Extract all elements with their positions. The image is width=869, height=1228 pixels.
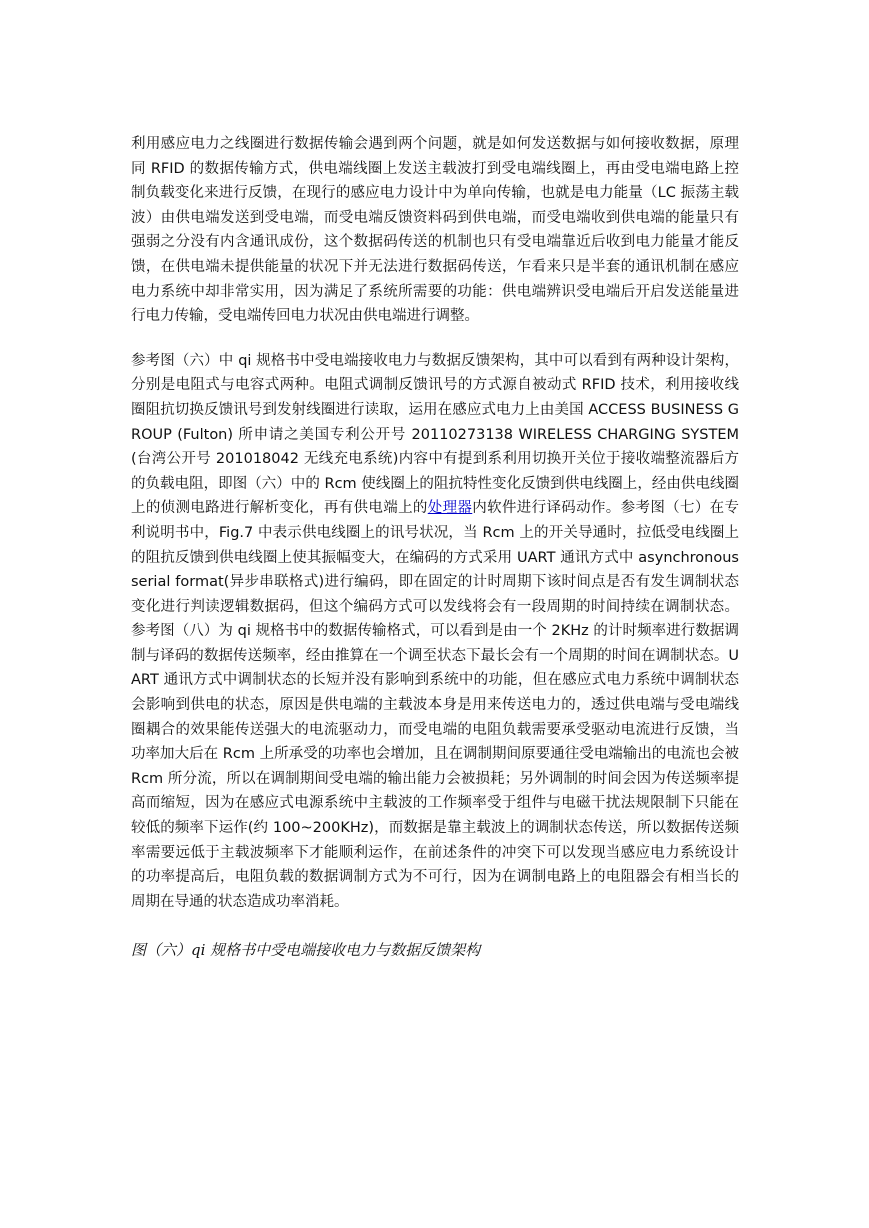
paragraph-text-after-link: 内软件进行译码动作。参考图（七）在专利说明书中，Fig.7 中表示供电线圈上的讯号状况，当 Rcm 上的开关导通时，拉低受电线圈上的阻抗反馈到供电线圈上使其振幅变大，在编码的方式采用 UART 通讯方式中 asynchronous serial format(异步串联格式)进行编码，即在固定的计时周期下该时间点是否有发生调制状态变化进行判读逻辑数据码，但这个编码方式可以发线将会有一段周期的时间持续在调制状态。参考图（八）为 qi 规格书中的数据传输格式，可以看到是由一个 2KHz 的计时频率进行数据调制与译码的数据传送频率，经由推算在一个调至状态下最长会有一个周期的时间在调制状态。UART 通讯方式中调制状态的长短并没有影响到系统中的功能，但在感应式电力系统中调制状态会影响到供电的状态，原因是供电端的主载波本身是用来传送电力的，透过供电端与受电端线圈耦合的效果能传送强大的电流驱动力，而受电端的电阻负载需要承受驱动电流进行反馈，当功率加大后在 Rcm 上所承受的功率也会增加，且在调制期间原要通往受电端输出的电流也会被 Rcm 所分流，所以在调制期间受电端的输出能力会被损耗；另外调制的时间会因为传送频率提高而缩短，因为在感应式电源系统中主载波的工作频率受于组件与电磁干扰法规限制下只能在较低的频率下运作(约 100~200KHz)，而数据是靠主载波上的调制状态传送，所以数据传送频率需要远低于主载波频率下才能顺利运作，在前述条件的冲突下可以发现当感应电力系统设计的功率提高后，电阻负载的数据调制方式为不可行，因为在调制电路上的电阻器会有相当长的周期在导通的状态造成功率消耗。 (131, 500, 740, 910)
paragraph-data-transmission-intro (131, 132, 739, 329)
processor-link[interactable]: 处理器 (427, 500, 473, 517)
paragraph-text: 利用感应电力之线圈进行数据传输会遇到两个问题，就是如何发送数据与如何接收数据，原理同 RFID 的数据传输方式，供电端线圈上发送主载波打到受电端线圈上，再由受电端电路上控制负载变化来进行反馈，在现行的感应电力设计中为单向传输，也就是电力能量（LC 振荡主载波）由供电端发送到受电端，而受电端反馈资料码到供电端，而受电端收到供电端的能量只有强弱之分没有内含通讯成份，这个数据码传送的机制也只有受电端靠近后收到电力能量才能反馈，在供电端未提供能量的状况下并无法进行数据码传送，乍看来只是半套的通讯机制在感应电力系统中却非常实用，因为满足了系统所需要的功能：供电端辨识受电端后开启发送能量进行电力传输，受电端传回电力状况由供电端进行调整。 (131, 136, 739, 325)
paragraph-qi-feedback-architecture (131, 349, 739, 915)
figure-caption: 图（六）qi 规格书中受电端接收电力与数据反馈架构 (131, 941, 481, 959)
document-body (131, 132, 739, 914)
paragraph-text-before-link: 参考图（六）中 qi 规格书中受电端接收电力与数据反馈架构，其中可以看到有两种设计架构，分别是电阻式与电容式两种。电阻式调制反馈讯号的方式源自被动式 RFID 技术，利用接收线圈阻抗切换反馈讯号到发射线圈进行读取，运用在感应式电力上由美国 ACCESS BUSINESS GROUP (Fulton) 所申请之美国专利公开号 20110273138 WIRELESS CHARGING SYSTEM (台湾公开号 201018042 无线充电系统)内容中有提到系利用切换开关位于接收端整流器后方的负载电阻，即图（六）中的 Rcm 使线圈上的阻抗特性变化反馈到供电线圈上，经由供电线圈上的侦测电路进行解析变化，再有供电端上的 (131, 352, 739, 517)
